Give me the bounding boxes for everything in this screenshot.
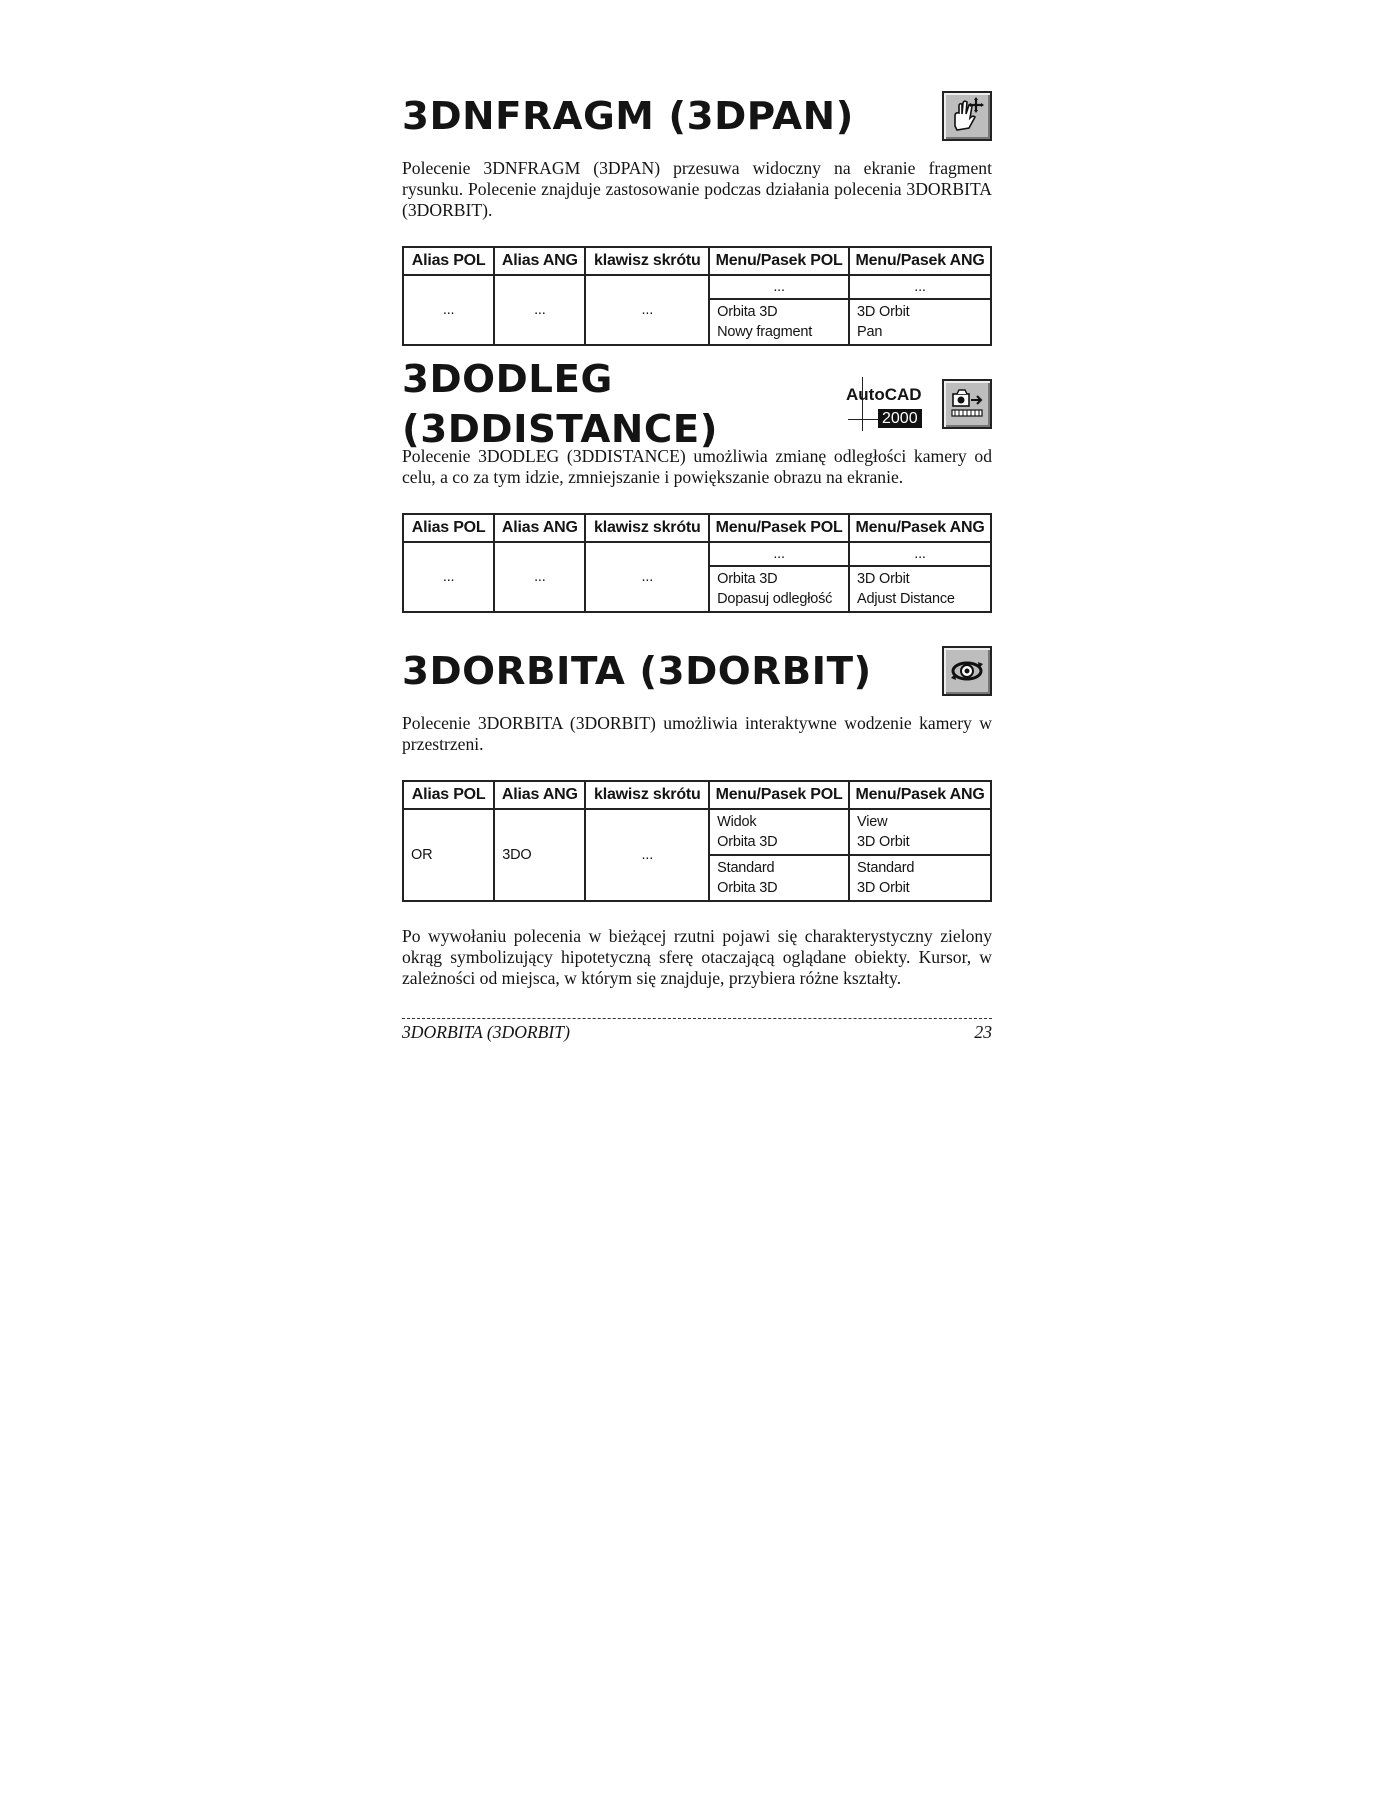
distance-camera-icon[interactable] [942,379,992,429]
section-description: Polecenie 3DODLEG (3DDISTANCE) umożliwia zmianę odległości kamery od celu, a co za tym idzie, zmniejszanie i powiększanie obrazu na ekranie. [402,446,992,487]
page-content [402,88,992,989]
alias-pol-cell: ... [403,275,494,345]
header-menu-pol: Menu/Pasek POL [709,514,849,542]
command-table [402,780,992,902]
footer-section-title: 3DORBITA (3DORBIT) [402,1022,570,1042]
menu-item: Nowy fragment [717,324,813,340]
menu-item: Dopasuj odległość [717,591,833,607]
menu-ang-cell [849,566,991,612]
header-menu-ang: Menu/Pasek ANG [849,247,991,275]
header-menu-ang: Menu/Pasek ANG [849,514,991,542]
menu-item: View [857,814,888,830]
section-description: Polecenie 3DNFRAGM (3DPAN) przesuwa widoczny na ekranie fragment rysunku. Polecenie znajduje zastosowanie podczas działania polecenia 3DORBITA (3DORBIT). [402,158,992,220]
orbit-explanation: Po wywołaniu polecenia w bieżącej rzutni pojawi się charakterystyczny zielony okrąg symbolizujący hipotetyczną sferę otaczającą oglądane obiekty. Kursor, w zależności od miejsca, w którym się znajduje, przybiera różne kształty. [402,926,992,988]
menu-ang-cell [849,809,991,855]
menu-pol-cell [709,566,849,612]
alias-ang-cell: ... [494,275,585,345]
menu-ang-cell: ... [849,275,991,299]
menu-pol-cell [709,809,849,855]
menu-item: 3D Orbit [857,880,910,896]
heading-badges [846,377,992,431]
menu-pol-cell: ... [709,542,849,566]
menu-item: 3D Orbit [857,834,910,850]
header-alias-ang: Alias ANG [494,781,585,809]
header-menu-ang: Menu/Pasek ANG [849,781,991,809]
header-shortcut: klawisz skrótu [585,514,709,542]
page-number: 23 [974,1022,992,1042]
header-alias-pol: Alias POL [403,781,494,809]
shortcut-cell: ... [585,542,709,612]
section-3dpan-heading [402,88,992,144]
menu-item: Adjust Distance [857,591,955,607]
section-3dorbit-heading [402,643,992,699]
shortcut-cell: ... [585,809,709,901]
page-footer [402,1022,992,1043]
autocad-version-badge [846,377,930,431]
alias-ang-cell: ... [494,542,585,612]
alias-ang-cell: 3DO [494,809,585,901]
command-table [402,513,992,613]
menu-item: Standard [717,860,775,876]
shortcut-cell: ... [585,275,709,345]
badge-name: AutoCAD [846,385,922,404]
header-alias-pol: Alias POL [403,247,494,275]
menu-item: Orbita 3D [717,571,778,587]
menu-pol-cell [709,855,849,901]
header-alias-pol: Alias POL [403,514,494,542]
header-alias-ang: Alias ANG [494,247,585,275]
section-3ddistance-heading [402,357,992,451]
menu-ang-cell [849,855,991,901]
menu-ang-cell: ... [849,542,991,566]
menu-item: Orbita 3D [717,304,778,320]
menu-item: Pan [857,324,883,340]
alias-pol-cell: ... [403,542,494,612]
command-table [402,246,992,346]
section-title: 3DODLEG (3DDISTANCE) [402,357,718,451]
section-title: 3DORBITA (3DORBIT) [402,649,872,693]
section-description: Polecenie 3DORBITA (3DORBIT) umożliwia interaktywne wodzenie kamery w przestrzeni. [402,713,992,754]
menu-ang-cell [849,299,991,345]
menu-item: Orbita 3D [717,880,778,896]
menu-item: Orbita 3D [717,834,778,850]
header-alias-ang: Alias ANG [494,514,585,542]
header-shortcut: klawisz skrótu [585,247,709,275]
header-shortcut: klawisz skrótu [585,781,709,809]
badge-version: 2000 [878,409,922,428]
menu-item: Widok [717,814,757,830]
pan-hand-icon[interactable] [942,91,992,141]
menu-item: Standard [857,860,915,876]
section-title: 3DNFRAGM (3DPAN) [402,94,854,138]
footer-divider [402,1018,992,1019]
header-menu-pol: Menu/Pasek POL [709,781,849,809]
menu-item: 3D Orbit [857,571,910,587]
menu-pol-cell: ... [709,275,849,299]
menu-pol-cell [709,299,849,345]
orbit-icon[interactable] [942,646,992,696]
alias-pol-cell: OR [403,809,494,901]
menu-item: 3D Orbit [857,304,910,320]
header-menu-pol: Menu/Pasek POL [709,247,849,275]
